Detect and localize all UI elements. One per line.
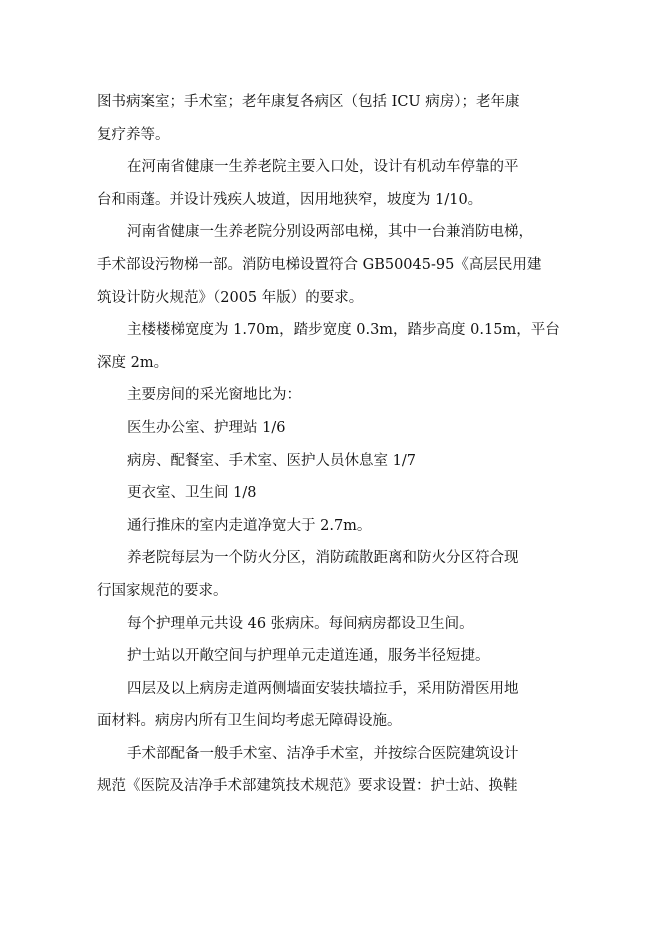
text-line: 深度 2m。 — [97, 354, 169, 371]
text-line: 通行推床的室内走道净宽大于 2.7m。 — [127, 517, 372, 534]
text-line: 在河南省健康一生养老院主要入口处，设计有机动车停靠的平 — [127, 159, 519, 176]
text-line: 行国家规范的要求。 — [97, 582, 228, 599]
text-line: 台和雨蓬。并设计残疾人坡道，因用地狭窄，坡度为 1/10。 — [97, 191, 483, 208]
text-line: 护士站以开敞空间与护理单元走道连通，服务半径短捷。 — [127, 648, 490, 665]
text-line: 养老院每层为一个防火分区，消防疏散距离和防火分区符合现 — [127, 550, 519, 567]
text-line: 主楼楼梯宽度为 1.70m，踏步宽度 0.3m，踏步高度 0.15m，平台 — [127, 322, 560, 339]
text-line: 病房、配餐室、手术室、医护人员休息室 1/7 — [127, 452, 416, 469]
text-line: 每个护理单元共设 46 张病床。每间病房都设卫生间。 — [127, 615, 474, 632]
text-line: 医生办公室、护理站 1/6 — [127, 419, 286, 436]
text-line: 筑设计防火规范》（2005 年版）的要求。 — [97, 289, 364, 306]
document-body — [97, 86, 567, 803]
text-line: 复疗养等。 — [97, 126, 170, 143]
text-line: 图书病案室；手术室；老年康复各病区（包括 ICU 病房）；老年康 — [97, 94, 520, 110]
text-line: 手术部配备一般手术室、洁净手术室，并按综合医院建筑设计 — [127, 745, 519, 762]
text-line: 手术部设污物梯一部。消防电梯设置符合 GB50045-95《高层民用建 — [97, 256, 542, 273]
text-line: 规范《医院及洁净手术部建筑技术规范》要求设置：护士站、换鞋 — [97, 778, 518, 795]
text-line: 主要房间的采光窗地比为： — [127, 387, 301, 404]
text-line: 河南省健康一生养老院分别设两部电梯，其中一台兼消防电梯， — [127, 224, 533, 241]
text-line: 更衣室、卫生间 1/8 — [127, 485, 257, 502]
text-line: 面材料。病房内所有卫生间均考虑无障碍设施。 — [97, 713, 402, 730]
text-line: 四层及以上病房走道两侧墙面安装扶墙拉手，采用防滑医用地 — [127, 680, 519, 697]
